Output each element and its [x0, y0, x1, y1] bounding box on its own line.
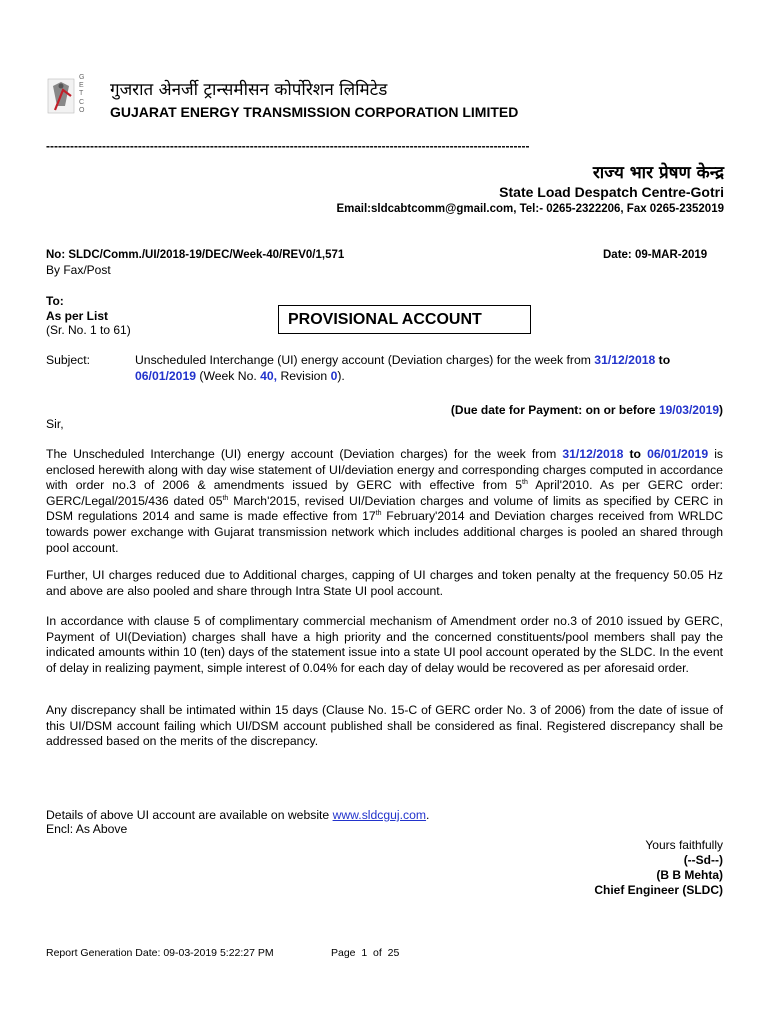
page-number: Page 1 of 25 [331, 947, 400, 959]
org-name-hindi: गुजरात अेनर्जी ट्रान्समीसन कोर्पोरेशन लिमिटेड [110, 80, 388, 100]
centre-name-hindi: राज्य भार प्रेषण केन्द्र [592, 163, 724, 183]
signed: (--Sd--) [683, 853, 723, 867]
subject-label: Subject: [46, 353, 91, 367]
enclosure-line: Encl: As Above [46, 822, 128, 836]
contact-line: Email:sldcabtcomm@gmail.com, Tel:- 0265-2322206, Fax 0265-2352019 [336, 203, 724, 215]
closing: Yours faithfully [645, 838, 723, 852]
signature-block [594, 838, 723, 898]
org-name-english: GUJARAT ENERGY TRANSMISSION CORPORATION LIMITED [110, 104, 519, 120]
website-details: Details of above UI account are available on website www.sldcguj.com. [46, 808, 430, 822]
provisional-account-title: PROVISIONAL ACCOUNT [288, 311, 482, 328]
signatory-designation: Chief Engineer (SLDC) [594, 883, 723, 897]
to-label: To: [46, 294, 64, 308]
header-divider: ------------------------------------------------------------------------------------------------------------------------- [46, 139, 530, 153]
reference-number: No: SLDC/Comm./UI/2018-19/DEC/Week-40/REV0/1,571 [46, 249, 345, 261]
body-paragraph-4: Any discrepancy shall be intimated within 15 days (Clause No. 15-C of GERC order No. 3 of 2006) from the date of issue of this UI/DSM account failing which UI/DSM account published shall be considered as final. Registered discrepancy shall be addressed based on the merits of the discrepancy. [46, 703, 723, 749]
provisional-account-box [278, 305, 531, 334]
website-link[interactable]: www.sldcguj.com [332, 808, 427, 822]
body-paragraph-2: Further, UI charges reduced due to Additional charges, capping of UI charges and token penalty at the frequency 50.05 Hz and above are also pooled and share through Intra State UI pool account. [46, 568, 723, 598]
signatory-name: (B B Mehta) [656, 868, 723, 882]
centre-name-english: State Load Despatch Centre-Gotri [499, 184, 724, 200]
body-paragraph-3: In accordance with clause 5 of complimentary commercial mechanism of Amendment order no.3 of 2010 issued by GERC, Payment of UI(Deviation) charges shall have a high priority and the concerned constituents/pool members shall pay the indicated amounts within 10 (ten) days of the statement issue into a state UI pool account operated by the SLDC. In the event of delay in realizing payment, simple interest of 0.04% for each day of delay would be recovered as per aforesaid order. [46, 614, 723, 675]
recipient-range: (Sr. No. 1 to 61) [46, 323, 131, 337]
logo-letters: GETCO [79, 74, 85, 114]
salutation: Sir, [46, 417, 64, 431]
recipient-list: As per List [46, 309, 109, 323]
report-generation-date: Report Generation Date: 09-03-2019 5:22:27 PM [46, 947, 274, 959]
body-paragraph-1: The Unscheduled Interchange (UI) energy account (Deviation charges) for the week from 31/12/2018 to 06/01/2019 is enclosed herewith along with day wise statement of UI/deviation energy and corresponding charges computed in accordance with order no.3 of 2006 & amendments issued by GERC with effective from 5th April'2010. As per GERC order: GERC/Legal/2015/436 dated 05th March'2015, revised UI/Deviation charges and volume of limits as specified by CERC in DSM regulations 2014 and same is made effective from 17th February'2014 and Deviation charges received from WRLDC towards power exchange with Gujarat transmission network which includes additional charges is pooled an shared through pool account. [46, 447, 724, 555]
delivery-mode: By Fax/Post [46, 263, 111, 277]
due-date-line: (Due date for Payment: on or before 19/03/2019) [450, 403, 723, 417]
due-date: 19/03/2019 [658, 403, 719, 417]
letter-date: Date: 09-MAR-2019 [603, 249, 708, 261]
subject-text: Unscheduled Interchange (UI) energy account (Deviation charges) for the week from 31/12/2018 to 06/01/2019 (Week No. 40, Revision 0). [135, 353, 671, 383]
